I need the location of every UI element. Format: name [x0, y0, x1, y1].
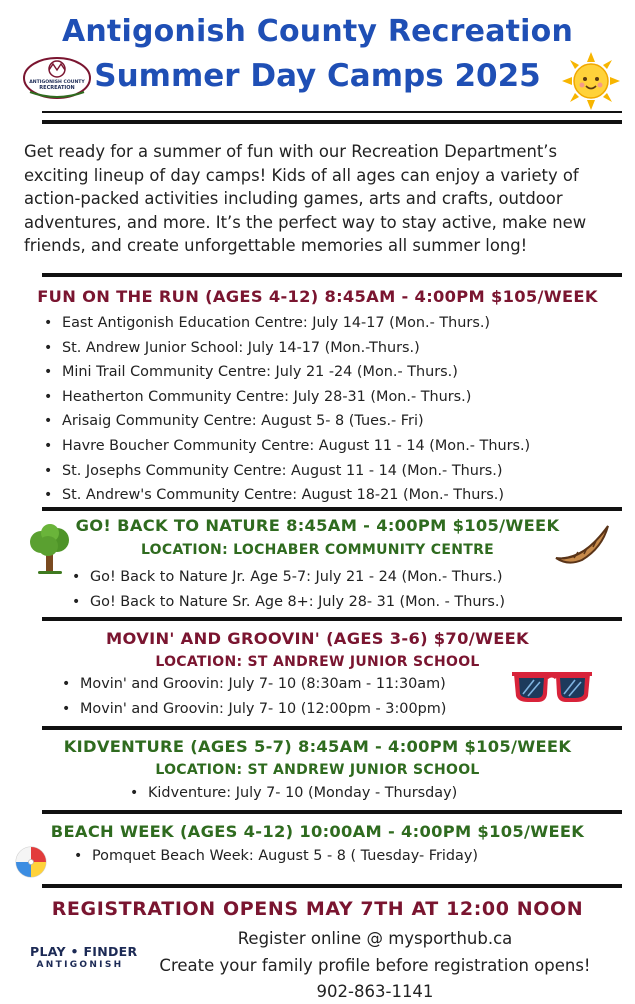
kidventure-heading: KIDVENTURE (AGES 5-7) 8:45AM - 4:00PM $105/WEEK	[63, 737, 572, 756]
family-profile-text: Create your family profile before registration opens!	[159, 956, 591, 975]
list-item: • St. Andrew's Community Centre: August 18-21 (Mon.- Thurs.)	[42, 483, 530, 508]
tree-icon	[26, 524, 74, 574]
back-to-nature-location: LOCATION: LOCHABER COMMUNITY CENTRE	[140, 542, 495, 558]
beach-week-heading: BEACH WEEK (AGES 4-12) 10:00AM - 4:00PM $105/WEEK	[50, 822, 585, 841]
list-item: • Mini Trail Community Centre: July 21 -24 (Mon.- Thurs.)	[42, 360, 530, 385]
list-item: • Go! Back to Nature Sr. Age 8+: July 28- 31 (Mon. - Thurs.)	[70, 590, 505, 615]
section-divider	[42, 617, 622, 621]
fun-on-the-run-list	[42, 311, 530, 508]
section-divider	[42, 884, 622, 888]
recreation-logo-icon	[22, 56, 92, 102]
page-subtitle: Summer Day Camps 2025	[94, 58, 541, 94]
phone-number: 902-863-1141	[316, 982, 434, 1001]
movin-groovin-heading: MOVIN' AND GROOVIN' (AGES 3-6) $70/WEEK	[106, 629, 529, 648]
sun-icon	[562, 52, 620, 110]
intro-paragraph: Get ready for a summer of fun with our Recreation Department’s exciting lineup of day camps! Kids of all ages can enjoy a variety of action-packed activities including games, arts and crafts, outdoor adventures, and more. It’s the perfect way to stay active, make new friends, and create unforgettable memories all summer long!	[24, 142, 587, 255]
canoe-icon	[552, 518, 614, 570]
header-divider-thick	[42, 120, 622, 124]
beach-week-list	[72, 844, 478, 869]
list-item: • Kidventure: July 7- 10 (Monday - Thursday)	[128, 781, 457, 806]
list-item: • St. Josephs Community Centre: August 11 - 14 (Mon.- Thurs.)	[42, 459, 530, 484]
kidventure-list	[128, 781, 457, 806]
section-divider	[42, 507, 622, 511]
list-item: • Movin' and Groovin: July 7- 10 (12:00pm - 3:00pm)	[60, 697, 446, 722]
section-divider	[42, 726, 622, 730]
register-online-text: Register online @ mysporthub.ca	[237, 929, 513, 948]
movin-groovin-location: LOCATION: ST ANDREW JUNIOR SCHOOL	[155, 654, 480, 670]
playfinder-logo	[30, 944, 138, 970]
playfinder-logo-top: PLAY • FINDER	[30, 944, 138, 959]
playfinder-logo-bottom: ANTIGONISH	[36, 960, 124, 970]
list-item: • Go! Back to Nature Jr. Age 5-7: July 21 - 24 (Mon.- Thurs.)	[70, 565, 505, 590]
list-item: • Arisaig Community Centre: August 5- 8 (Tues.- Fri)	[42, 409, 530, 434]
fun-on-the-run-heading: FUN ON THE RUN (AGES 4-12) 8:45AM - 4:00PM $105/WEEK	[37, 287, 598, 306]
header-divider	[42, 111, 622, 113]
kidventure-location: LOCATION: ST ANDREW JUNIOR SCHOOL	[155, 762, 480, 778]
list-item: • Movin' and Groovin: July 7- 10 (8:30am - 11:30am)	[60, 672, 446, 697]
section-divider	[42, 273, 622, 277]
list-item: • Heatherton Community Centre: July 28-31 (Mon.- Thurs.)	[42, 385, 530, 410]
section-divider	[42, 810, 622, 814]
back-to-nature-heading: GO! BACK TO NATURE 8:45AM - 4:00PM $105/WEEK	[75, 516, 560, 535]
list-item: • St. Andrew Junior School: July 14-17 (Mon.-Thurs.)	[42, 336, 530, 361]
back-to-nature-list	[70, 565, 505, 614]
list-item: • East Antigonish Education Centre: July 14-17 (Mon.- Thurs.)	[42, 311, 530, 336]
sunglasses-icon	[510, 668, 594, 706]
registration-heading: REGISTRATION OPENS MAY 7TH AT 12:00 NOON	[51, 898, 584, 920]
movin-groovin-list	[60, 672, 446, 721]
page-title: Antigonish County Recreation	[61, 14, 574, 49]
svg-text:RECREATION: RECREATION	[39, 85, 75, 91]
beach-ball-icon	[14, 845, 48, 879]
svg-text:ANTIGONISH COUNTY: ANTIGONISH COUNTY	[29, 80, 85, 85]
list-item: • Havre Boucher Community Centre: August 11 - 14 (Mon.- Thurs.)	[42, 434, 530, 459]
list-item: • Pomquet Beach Week: August 5 - 8 ( Tuesday- Friday)	[72, 844, 478, 869]
